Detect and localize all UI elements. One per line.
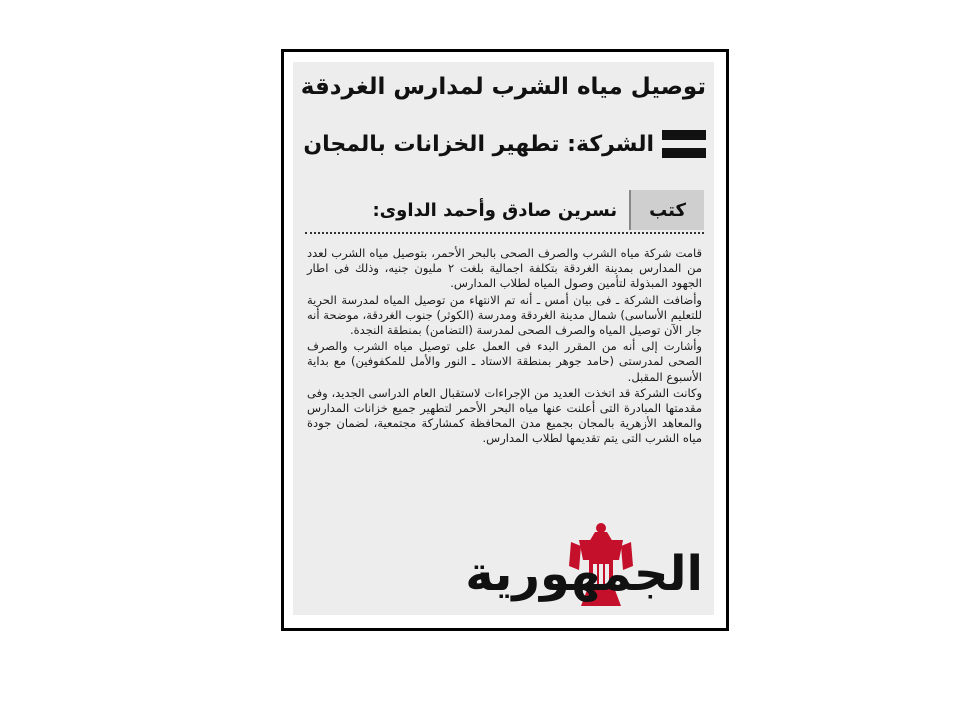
eagle-logo-icon	[465, 520, 709, 610]
article-paragraph: وكانت الشركة قد اتخذت العديد من الإجراءات لاستقبال العام الدراسى الجديد، وفى مقدمتها المبادرة التى أعلنت عنها مياه البحر الأحمر لتطهير جميع خزانات المدارس والمعاهد الأزهرية بالمجان بجميع مدن المحافظة كمشاركة مجتمعية، لضمان جودة مياه الشرب التى يتم تقديمها لطلاب المدارس.	[307, 385, 702, 446]
article-headline: توصيل مياه الشرب لمدارس الغردقة	[300, 74, 706, 100]
logo-wordmark: الجمهورية	[465, 546, 703, 602]
newspaper-clipping	[293, 62, 714, 615]
newspaper-logo	[465, 520, 709, 610]
article-paragraph: وأضافت الشركة ـ فى بيان أمس ـ أنه تم الانتهاء من توصيل المياه لمدرسة الحرية للتعليم الأساسى) شمال مدينة الغردقة ومدرسة (الكوثر) جنوب الغردقة، موضحة أنه جار الآن توصيل المياه والصرف الصحى لمدرسة (التضامن) بمنطقة النجدة.	[307, 292, 702, 338]
article-paragraph: قامت شركة مياه الشرب والصرف الصحى بالبحر الأحمر، بتوصيل مياه الشرب لعدد من المدارس بمدينة الغردقة بتكلفة اجمالية بلغت ٢ مليون جنيه، وذلك فى اطار الجهود المبذولة لتأمين وصول المياه لطلاب المدارس.	[307, 246, 702, 291]
article-subheadline: الشركة: تطهير الخزانات بالمجان	[303, 131, 654, 157]
chevron-left-icon	[662, 128, 706, 160]
byline	[305, 188, 704, 234]
byline-label: كتب	[629, 190, 704, 230]
clipping-frame	[281, 49, 729, 631]
byline-authors: نسرين صادق وأحمد الداوى:	[372, 199, 618, 221]
article-body	[307, 246, 702, 448]
article-paragraph: وأشارت إلى أنه من المقرر البدء فى العمل على توصيل مياه الشرب والصرف الصحى لمدرستى (حامد جوهر بمنطقة الاستاد ـ النور والأمل للمكفوفين) مع بداية الأسبوع المقبل.	[307, 339, 702, 384]
subheadline-row	[303, 128, 706, 160]
